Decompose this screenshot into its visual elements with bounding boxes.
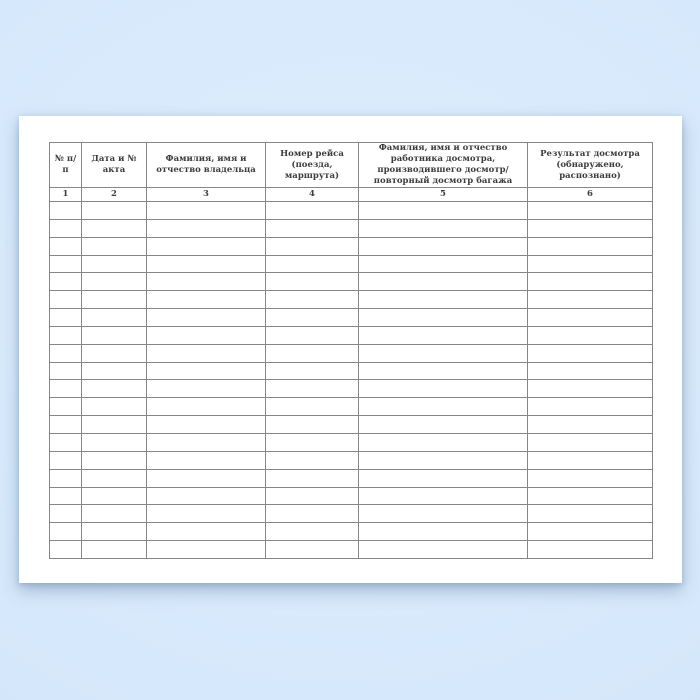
empty-cell [147, 380, 266, 398]
empty-cell [528, 541, 653, 559]
baggage-inspection-log-table [49, 142, 653, 559]
empty-cell [82, 380, 147, 398]
empty-cell [528, 416, 653, 434]
empty-cell [528, 202, 653, 220]
empty-cell [266, 487, 359, 505]
empty-cell [528, 398, 653, 416]
empty-row [50, 344, 653, 362]
empty-cell [528, 344, 653, 362]
empty-cell [528, 237, 653, 255]
empty-cell [266, 309, 359, 327]
col-header-flight-number: Номер рейса (поезда, маршрута) [266, 143, 359, 188]
empty-cell [359, 451, 528, 469]
empty-cell [528, 362, 653, 380]
empty-cell [528, 309, 653, 327]
empty-cell [266, 219, 359, 237]
empty-cell [147, 523, 266, 541]
empty-cell [359, 219, 528, 237]
empty-cell [82, 523, 147, 541]
empty-cell [359, 362, 528, 380]
empty-cell [82, 469, 147, 487]
empty-cell [82, 273, 147, 291]
empty-cell [50, 326, 82, 344]
empty-cell [359, 291, 528, 309]
empty-cell [50, 416, 82, 434]
column-number: 1 [50, 188, 82, 202]
col-header-owner-name: Фамилия, имя и отчество владельца [147, 143, 266, 188]
empty-cell [50, 291, 82, 309]
empty-row [50, 273, 653, 291]
empty-row [50, 380, 653, 398]
empty-cell [266, 416, 359, 434]
empty-cell [82, 291, 147, 309]
empty-cell [266, 541, 359, 559]
empty-cell [147, 219, 266, 237]
empty-cell [147, 362, 266, 380]
empty-cell [50, 202, 82, 220]
empty-cell [359, 380, 528, 398]
empty-cell [147, 487, 266, 505]
empty-cell [359, 326, 528, 344]
empty-row [50, 433, 653, 451]
empty-cell [528, 219, 653, 237]
empty-cell [82, 309, 147, 327]
empty-cell [147, 237, 266, 255]
empty-cell [147, 255, 266, 273]
empty-cell [50, 362, 82, 380]
empty-row [50, 505, 653, 523]
empty-cell [266, 291, 359, 309]
empty-row [50, 523, 653, 541]
empty-cell [82, 255, 147, 273]
empty-row [50, 451, 653, 469]
empty-cell [82, 202, 147, 220]
empty-row [50, 237, 653, 255]
empty-cell [147, 469, 266, 487]
empty-cell [266, 273, 359, 291]
empty-cell [266, 326, 359, 344]
empty-row [50, 326, 653, 344]
empty-cell [359, 469, 528, 487]
empty-cell [50, 219, 82, 237]
empty-cell [359, 433, 528, 451]
empty-cell [82, 541, 147, 559]
column-number: 3 [147, 188, 266, 202]
empty-cell [359, 344, 528, 362]
empty-cell [147, 309, 266, 327]
header-row [50, 143, 653, 188]
empty-cell [147, 451, 266, 469]
empty-cell [266, 451, 359, 469]
empty-cell [147, 541, 266, 559]
empty-cell [359, 202, 528, 220]
empty-row [50, 309, 653, 327]
empty-cell [82, 219, 147, 237]
empty-cell [50, 451, 82, 469]
empty-cell [359, 416, 528, 434]
empty-cell [82, 416, 147, 434]
empty-cell [266, 237, 359, 255]
empty-cell [82, 487, 147, 505]
empty-cell [82, 237, 147, 255]
empty-row [50, 398, 653, 416]
empty-cell [147, 416, 266, 434]
empty-cell [147, 398, 266, 416]
empty-row [50, 202, 653, 220]
empty-cell [147, 505, 266, 523]
empty-cell [528, 291, 653, 309]
col-header-inspection-result: Результат досмотра (обнаружено, распознано) [528, 143, 653, 188]
empty-cell [50, 541, 82, 559]
empty-row [50, 416, 653, 434]
column-number: 6 [528, 188, 653, 202]
empty-cell [528, 433, 653, 451]
empty-cell [528, 380, 653, 398]
empty-cell [147, 291, 266, 309]
empty-cell [528, 255, 653, 273]
empty-cell [147, 344, 266, 362]
col-header-row-number: № п/п [50, 143, 82, 188]
empty-cell [82, 398, 147, 416]
empty-cell [266, 433, 359, 451]
empty-cell [266, 362, 359, 380]
column-number: 2 [82, 188, 147, 202]
empty-row [50, 255, 653, 273]
empty-cell [50, 469, 82, 487]
empty-cell [528, 451, 653, 469]
empty-cell [147, 202, 266, 220]
empty-cell [528, 326, 653, 344]
empty-cell [266, 523, 359, 541]
empty-cell [50, 344, 82, 362]
empty-cell [359, 273, 528, 291]
empty-cell [82, 362, 147, 380]
empty-cell [50, 505, 82, 523]
empty-row [50, 487, 653, 505]
empty-cell [266, 202, 359, 220]
empty-cell [50, 237, 82, 255]
empty-cell [50, 309, 82, 327]
empty-row [50, 541, 653, 559]
empty-cell [266, 380, 359, 398]
column-number: 5 [359, 188, 528, 202]
empty-cell [82, 344, 147, 362]
empty-cell [50, 523, 82, 541]
empty-row [50, 362, 653, 380]
empty-cell [528, 487, 653, 505]
empty-cell [82, 505, 147, 523]
empty-cell [359, 309, 528, 327]
empty-cell [50, 255, 82, 273]
empty-cell [50, 273, 82, 291]
col-header-inspector-name: Фамилия, имя и отчество работника досмотра, производившего досмотр/повторный досмотр багажа [359, 143, 528, 188]
empty-cell [50, 398, 82, 416]
empty-cell [50, 380, 82, 398]
empty-cell [147, 433, 266, 451]
empty-cell [359, 237, 528, 255]
empty-cell [82, 326, 147, 344]
empty-cell [528, 523, 653, 541]
empty-cell [82, 433, 147, 451]
empty-cell [528, 469, 653, 487]
empty-cell [266, 505, 359, 523]
empty-cell [147, 273, 266, 291]
empty-cell [266, 255, 359, 273]
empty-cell [147, 326, 266, 344]
empty-cell [266, 469, 359, 487]
empty-cell [528, 273, 653, 291]
empty-cell [359, 541, 528, 559]
empty-cell [528, 505, 653, 523]
empty-cell [266, 398, 359, 416]
empty-cell [359, 523, 528, 541]
empty-cell [82, 451, 147, 469]
empty-cell [359, 255, 528, 273]
empty-cell [50, 487, 82, 505]
empty-cell [359, 398, 528, 416]
empty-cell [359, 487, 528, 505]
empty-row [50, 219, 653, 237]
empty-cell [359, 505, 528, 523]
empty-row [50, 469, 653, 487]
column-number: 4 [266, 188, 359, 202]
form-sheet [19, 116, 682, 583]
col-header-date-act: Дата и № акта [82, 143, 147, 188]
empty-row [50, 291, 653, 309]
column-number-row [50, 188, 653, 202]
empty-cell [266, 344, 359, 362]
empty-cell [50, 433, 82, 451]
